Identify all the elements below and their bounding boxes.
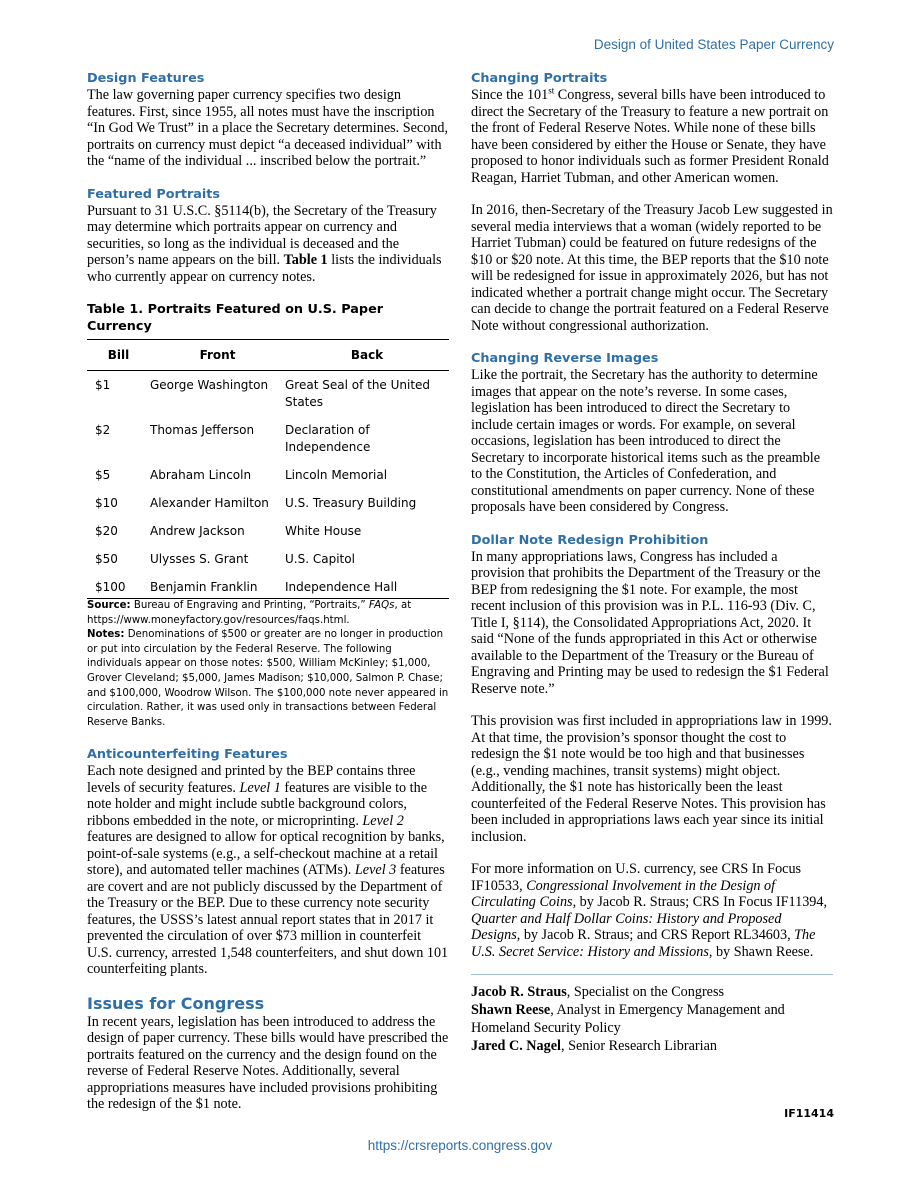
table-cell-bill: $100: [87, 573, 150, 599]
paragraph-text: , by Shawn Reese.: [708, 943, 814, 960]
author-line: [471, 1037, 833, 1055]
author-divider: [471, 974, 833, 975]
changing-portraits-paragraph-2: In 2016, then-Secretary of the Treasury Jacob Lew suggested in several media interviews that a woman (widely reported to be Harriet Tubman) could be featured on future redesigns of the $10 or $20 note. At this time, the BEP reports that the $10 note will be redesigned for issue in approximately 2026, but has not indicated whether a portrait change might occur. The Secretary can decide to change the portrait featured on a Federal Reserve Note without congressional authorization.: [471, 202, 833, 334]
author-line: [471, 983, 833, 1001]
changing-reverse-paragraph: Like the portrait, the Secretary has the authority to determine images that appear on the note’s reverse. In some cases, legislation has been introduced to direct the Secretary to include certain images or words. For example, on several occasions, legislation has been introduced to direct the Secretary to incorporate historical items such as the preamble to the Constitution, the Articles of Confederation, and constitutional amendments on paper currency. None of these proposals have been considered by Congress.: [471, 367, 821, 515]
source-text: Bureau of Engraving and Printing, “Portraits,”: [130, 600, 369, 611]
table-cell-front: Abraham Lincoln: [150, 468, 252, 482]
notes-label: Notes:: [87, 629, 125, 641]
featured-portraits-paragraph: [87, 203, 449, 286]
section-heading-anticounterfeiting: Anticounterfeiting Features: [87, 747, 288, 763]
report-title: Congressional Involvement in the Design of Circulating Coins: [471, 877, 776, 910]
right-column: [471, 70, 833, 1055]
table-title: Table 1. Portraits Featured on U.S. Paper Currency: [87, 302, 384, 334]
table-cell-back: U.S. Treasury Building: [285, 496, 417, 510]
paragraph-text: , by Jacob R. Straus; CRS In Focus IF11394,: [572, 894, 828, 910]
author-line: [471, 1001, 833, 1037]
level-term: Level 2: [362, 812, 404, 829]
table-row: [87, 416, 449, 461]
table-cell-back: Lincoln Memorial: [285, 468, 388, 482]
table-cell-bill: $5: [95, 468, 111, 482]
table-cell-bill: $50: [95, 552, 118, 566]
table-source: [87, 599, 449, 628]
more-information-paragraph: [471, 861, 833, 960]
paragraph-text: Pursuant to 31 U.S.C. §5114(b), the Secretary of the Treasury may determine which portraits appear on currency and securities, so long as the individual is deceased and the person’s name appears on the bill.: [87, 202, 437, 268]
report-title: The U.S. Secret Service: History and Missions: [471, 927, 816, 960]
section-heading-changing-reverse-images: Changing Reverse Images: [471, 351, 659, 366]
table-row: [87, 371, 449, 417]
ordinal-suffix: st: [548, 85, 555, 96]
table-row: [87, 489, 449, 517]
table-cell-front: George Washington: [150, 378, 269, 392]
table-cell-front: Andrew Jackson: [150, 524, 245, 538]
author-role: , Specialist on the Congress: [566, 984, 725, 1000]
section-heading-design-features: Design Features: [87, 71, 205, 86]
table-cell-front: Ulysses S. Grant: [150, 552, 249, 566]
paragraph-text: Congress, several bills have been introduced to direct the Secretary of the Treasury to feature a new portrait on the front of Federal Reserve Notes. While none of these bills have been considered by either the House or Senate, they have proposed to honor individuals such as former President Ronald Reagan, Harriet Tubman, and other American women.: [471, 87, 829, 186]
left-column: [87, 70, 449, 1113]
column-header-back: Back: [285, 340, 449, 371]
section-heading-changing-portraits: Changing Portraits: [471, 71, 608, 86]
paragraph-text: lists the individuals who currently appear on currency notes.: [87, 252, 442, 285]
report-title: Quarter and Half Dollar Coins: History and Proposed Designs: [471, 910, 782, 943]
table-header-row: [87, 340, 449, 371]
table-row: [87, 573, 449, 599]
column-header-bill: Bill: [87, 340, 150, 371]
paragraph-text: features are designed to allow for optical recognition by banks, point-of-sale systems (e.g., a self-checkout machine at a retail store), and automated teller machines (ATMs).: [87, 829, 445, 879]
document-id: IF11414: [784, 1107, 834, 1120]
source-text: , at https://www.moneyfactory.gov/resources/faqs.html.: [87, 600, 412, 626]
table-cell-back: Independence Hall: [285, 573, 449, 599]
table-row: [87, 517, 449, 545]
paragraph-text: Each note designed and printed by the BEP contains three levels of security features.: [87, 763, 416, 796]
table-cell-back: Great Seal of the United States: [285, 378, 431, 409]
author-name: Shawn Reese: [471, 1002, 551, 1018]
table-cell-front: Alexander Hamilton: [150, 496, 269, 510]
changing-portraits-paragraph-1: [471, 87, 833, 186]
anticounterfeiting-paragraph: [87, 763, 449, 978]
paragraph-text: Since the 101: [471, 87, 549, 103]
table-row: [87, 545, 449, 573]
table-cell-front: Thomas Jefferson: [150, 423, 255, 437]
table-notes: [87, 628, 449, 730]
author-role: , Senior Research Librarian: [560, 1038, 717, 1054]
dollar-note-paragraph-2: This provision was first included in appropriations law in 1999. At that time, the provision’s sponsor thought the cost to redesign the $1 note would be too high and that businesses (e.g., vending machines, transit systems) might object. Additionally, the $1 note has historically been the least counterfeited of the Federal Reserve Notes. This provision has been included in appropriations laws each year since its initial inclusion.: [471, 713, 832, 845]
column-header-front: Front: [150, 340, 285, 371]
table-cell-bill: $1: [95, 378, 111, 392]
author-name: Jacob R. Straus: [471, 984, 567, 1000]
section-heading-issues-for-congress: Issues for Congress: [87, 993, 265, 1013]
author-role: , Analyst in Emergency Management and Homeland Security Policy: [471, 1002, 785, 1036]
level-term: Level 1: [239, 779, 281, 796]
dollar-note-paragraph-1: In many appropriations laws, Congress has included a provision that prohibits the Department of the Treasury or the BEP from redesigning the $1 note. For example, the most recent inclusion of this provision was in P.L. 116-93 (Div. C, Title I, §114), the Consolidated Appropriations Act, 2020. It said “None of the funds appropriated in this Act or otherwise available to the Department of the Treasury or the Bureau of Engraving and Printing may be used to redesign the $1 Federal Reserve note.”: [471, 548, 829, 697]
section-heading-featured-portraits: Featured Portraits: [87, 186, 221, 202]
footer-link[interactable]: https://crsreports.congress.gov: [367, 1138, 553, 1153]
design-features-paragraph: The law governing paper currency specifies two design features. First, since 1955, all notes must have the inscription “In God We Trust” in a place the Secretary determines. Second, portraits on currency must depict “a deceased individual” with the “name of the individual ... inscribed below the portrait.”: [87, 87, 449, 169]
table-row: [87, 461, 449, 489]
level-term: Level 3: [354, 862, 397, 879]
source-label: Source:: [87, 600, 131, 611]
paragraph-text: features are covert and are not publicly discussed by the Department of the Treasury or the BEP. Due to these currency note security features, the USSS’s latest annual report states that in 2017 it prevented the circulation of over $73 million in counterfeit U.S. currency, arrested 1,548 counterfeiters, and shut down 101 counterfeiting plants.: [87, 862, 449, 978]
table-reference: Table 1: [283, 252, 328, 268]
paragraph-text: , by Jacob R. Straus; and CRS Report RL34603,: [516, 927, 795, 943]
issues-paragraph: In recent years, legislation has been introduced to address the design of paper currency. These bills would have prescribed the portraits featured on the currency and the design found on the reverse of Federal Reserve Notes. Additionally, several appropriations measures have included provisions prohibiting the redesign of the $1 note.: [87, 1013, 449, 1113]
notes-text: Denominations of $500 or greater are no longer in production or put into circulation by the Federal Reserve. The following individuals appear on those notes: $500, William McKinley; $1,000, Grover Cleveland; $5,000, James Madison; $10,000, Salmon P. Chase; and $100,000, Woodrow Wilson. The $100,000 note never appeared in circulation. Rather, it was used only in transactions between Federal Reserve Banks.: [87, 629, 449, 728]
section-heading-dollar-note-redesign: Dollar Note Redesign Prohibition: [471, 532, 709, 548]
table-cell-back: Declaration of Independence: [285, 423, 371, 454]
author-name: Jared C. Nagel: [471, 1038, 561, 1054]
source-italic: FAQs: [368, 600, 395, 611]
paragraph-text: For more information on U.S. currency, see CRS In Focus IF10533,: [471, 861, 802, 894]
table-cell-bill: $2: [95, 423, 111, 437]
page-header-title: Design of United States Paper Currency: [593, 37, 834, 52]
portraits-table: [87, 339, 449, 599]
table-cell-back: White House: [285, 524, 362, 538]
table-cell-front: Benjamin Franklin: [150, 573, 285, 599]
table-cell-back: U.S. Capitol: [285, 552, 355, 566]
paragraph-text: features are visible to the note holder and might include subtle background colors, ribbons embedded in the note, or microprinting.: [87, 779, 427, 829]
table-cell-bill: $20: [95, 524, 118, 538]
table-cell-bill: $10: [95, 496, 118, 510]
